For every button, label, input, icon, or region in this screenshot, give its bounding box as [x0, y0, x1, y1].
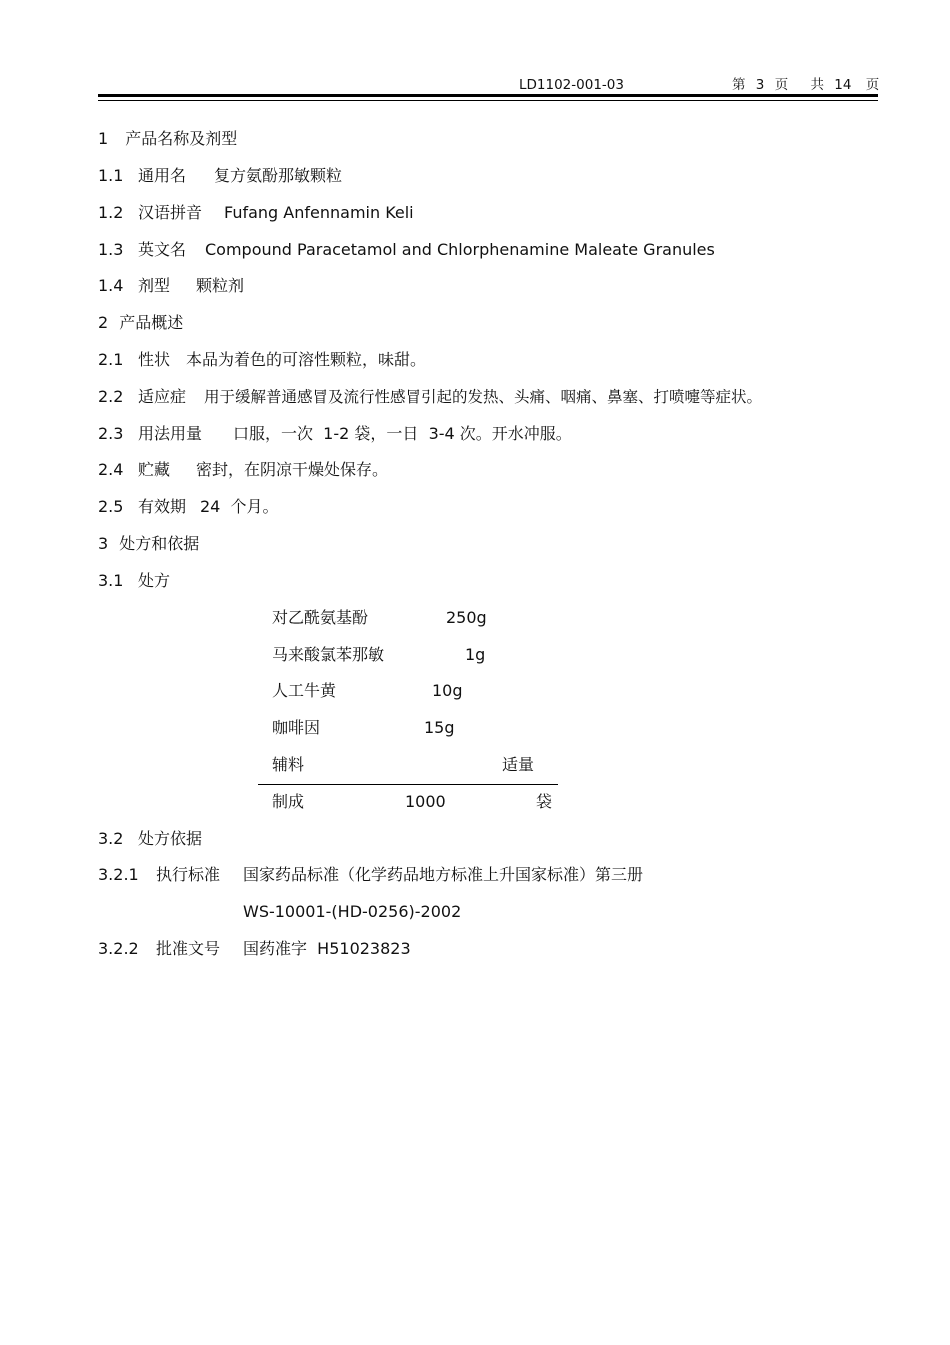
page-prefix: 第 [732, 77, 746, 93]
formula-total-amount: 1000 [405, 792, 446, 811]
formula-total-rule [258, 784, 558, 785]
formula-amount: 10g [432, 681, 463, 700]
section-1-heading: 1 产品名称及剂型 [98, 129, 238, 148]
formula-amount: 15g [424, 718, 455, 737]
item-1-1: 1.1 通用名 复方氨酚那敏颗粒 [98, 166, 343, 185]
item-2-4: 2.4 贮藏 密封，在阴凉干燥处保存。 [98, 460, 389, 479]
item-3-2: 3.2 处方依据 [98, 829, 203, 848]
formula-amount: 1g [465, 645, 486, 664]
item-1-2: 1.2 汉语拼音 Fufang Anfennamin Keli [98, 203, 414, 222]
formula-name: 咖啡因 [272, 718, 321, 737]
header-rule-thick [98, 94, 878, 97]
formula-name: 人工牛黄 [272, 681, 337, 700]
header-rule-thin [98, 100, 878, 101]
formula-total-unit: 袋 [536, 792, 553, 811]
item-2-2: 2.2 适应症 用于缓解普通感冒及流行性感冒引起的发热、头痛、咽痛、鼻塞、打喷嚏等症状。 [98, 387, 763, 406]
section-3-heading: 3 处方和依据 [98, 534, 200, 553]
page-total: 14 [834, 77, 852, 93]
document-code: LD1102-001-03 [519, 77, 624, 93]
item-3-1: 3.1 处方 [98, 571, 171, 590]
page-number [732, 77, 879, 93]
page-current: 3 [755, 77, 765, 93]
formula-name: 对乙酰氨基酚 [272, 608, 369, 627]
item-1-4: 1.4 剂型 颗粒剂 [98, 276, 245, 295]
formula-total-label: 制成 [272, 792, 305, 811]
formula-amount: 250g [446, 608, 487, 627]
formula-name: 辅料 [272, 755, 305, 774]
standard-code: WS-10001-(HD-0256)-2002 [243, 902, 462, 921]
page-unit: 页 [774, 77, 789, 93]
item-2-5: 2.5 有效期 24 个月。 [98, 497, 279, 516]
formula-name: 马来酸氯苯那敏 [272, 645, 385, 664]
item-3-2-2: 3.2.2 批准文号 国药准字 H51023823 [98, 939, 411, 958]
item-1-3: 1.3 英文名 Compound Paracetamol and Chlorphenamine Maleate Granules [98, 240, 715, 259]
formula-amount: 适量 [502, 755, 535, 774]
page-total-prefix: 共 [810, 77, 824, 93]
section-2-heading: 2 产品概述 [98, 313, 184, 332]
item-2-3: 2.3 用法用量 口服，一次 1-2 袋，一日 3-4 次。开水冲服。 [98, 424, 572, 443]
item-2-1: 2.1 性状 本品为着色的可溶性颗粒，味甜。 [98, 350, 427, 369]
page-total-unit: 页 [865, 77, 880, 93]
item-3-2-1: 3.2.1 执行标准 国家药品标准（化学药品地方标准上升国家标准）第三册 [98, 865, 644, 884]
